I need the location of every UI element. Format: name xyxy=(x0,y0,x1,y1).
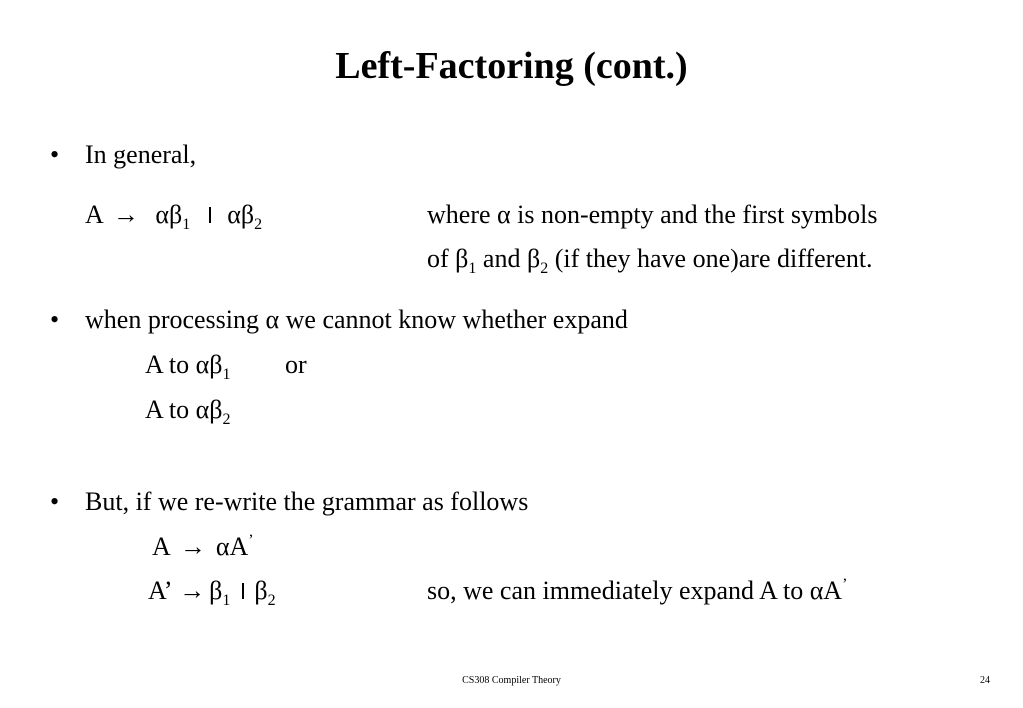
beta-symbol: β xyxy=(526,244,541,273)
condition-line-1 xyxy=(427,202,878,228)
prime-mark: ’ xyxy=(248,532,254,549)
expand2-text: A to xyxy=(145,395,196,424)
prod1-lhs: A xyxy=(152,532,176,561)
note-text: so, we can immediately expand A to xyxy=(427,576,810,605)
intro-text: In general, xyxy=(85,140,197,169)
prime-mark: ’ xyxy=(842,576,848,593)
alternation-bar xyxy=(242,583,244,599)
alpha-symbol: α xyxy=(497,200,511,229)
note-rhs: αA xyxy=(809,576,843,605)
prod2-beta2-sub: 2 xyxy=(267,592,276,609)
prod1-rhs: αA xyxy=(215,532,249,561)
expand1-sub: 1 xyxy=(222,366,231,383)
or-text: or xyxy=(285,350,307,379)
bullet-1: • xyxy=(50,140,60,169)
prod2-lhs: A’ xyxy=(148,576,178,605)
prod2-beta1-sub: 1 xyxy=(222,592,231,609)
expand-option-1 xyxy=(145,350,231,383)
cond2-text-b: and xyxy=(476,244,527,273)
expand2-symbols: αβ xyxy=(195,395,223,424)
prod-alt1: αβ xyxy=(155,200,183,229)
footer-course: CS308 Compiler Theory xyxy=(462,675,561,686)
alpha-symbol: α xyxy=(265,305,280,334)
arrow-symbol: → xyxy=(179,532,206,561)
beta1-sub: 1 xyxy=(468,260,477,277)
cond1-text-a: where xyxy=(427,200,498,229)
cond2-text-a: of xyxy=(427,244,456,273)
page-number: 24 xyxy=(980,675,990,686)
expand-note xyxy=(427,578,847,604)
condition-line-2 xyxy=(427,244,873,277)
arrow-symbol: → xyxy=(112,200,139,229)
cond2-text-c: (if they have one)are different. xyxy=(548,244,873,273)
processing-line xyxy=(85,307,628,333)
prod2-beta1: β xyxy=(209,576,223,605)
expand-option-2 xyxy=(145,395,231,428)
bullet-2: • xyxy=(50,305,60,334)
prod2-beta2: β xyxy=(254,576,268,605)
alternation-bar xyxy=(209,207,211,223)
expand2-sub: 2 xyxy=(222,411,231,428)
prod-alt1-sub: 1 xyxy=(182,216,191,233)
prod-lhs: A xyxy=(85,200,103,229)
prod-alt2: αβ xyxy=(227,200,255,229)
beta-symbol: β xyxy=(455,244,469,273)
rewritten-production-2 xyxy=(148,576,276,609)
expand1-text: A to xyxy=(145,350,196,379)
cond1-text-b: is non-empty and the first symbols xyxy=(510,200,878,229)
rewritten-production-1 xyxy=(152,534,254,560)
slide-title: Left-Factoring (cont.) xyxy=(335,45,688,87)
bullet-3: • xyxy=(50,487,60,516)
arrow-symbol: → xyxy=(179,576,206,605)
processing-text-a: when processing xyxy=(85,305,266,334)
prod-alt2-sub: 2 xyxy=(254,216,263,233)
expand1-symbols: αβ xyxy=(195,350,223,379)
rewrite-line: But, if we re-write the grammar as follows xyxy=(85,487,529,516)
production-general xyxy=(85,200,263,233)
processing-text-b: we cannot know whether expand xyxy=(279,305,628,334)
beta2-sub: 2 xyxy=(540,260,549,277)
